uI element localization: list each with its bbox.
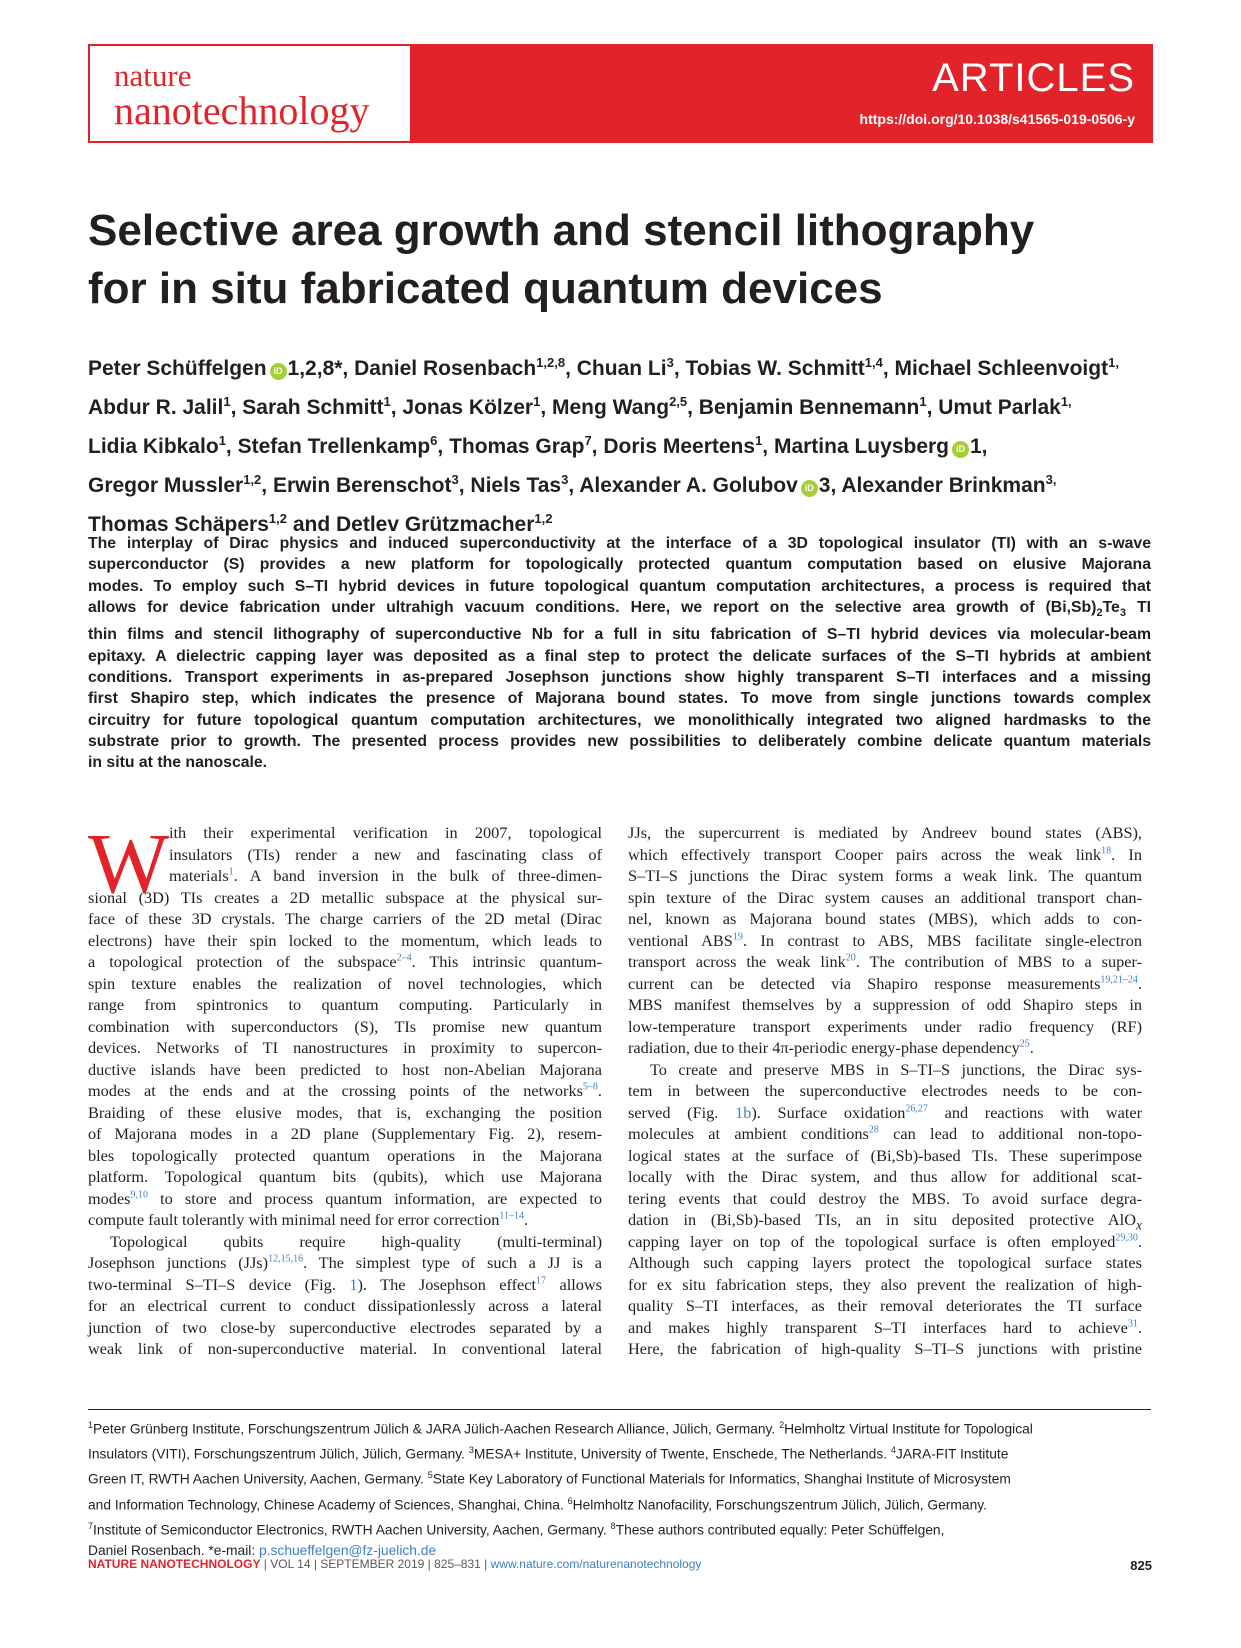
logo-line-1: nature — [114, 58, 192, 93]
body-line: logical states at the surface of (Bi,Sb)-based TIs. These superimpose — [628, 1145, 1142, 1165]
body-line: Josephson junctions (JJs)$^{12,15,16}$. The simplest type of such a JJ is a — [88, 1253, 602, 1272]
body-line: radiation, due to their 4π-periodic energy-phase dependency$^{25}$. — [628, 1038, 1034, 1057]
abstract-line: circuitry for future topological quantum computation architectures, we monolithically integrated two aligned hardmasks to the — [88, 711, 1151, 729]
abstract-line: substrate prior to growth. The presented process provides new possibilities to deliberately combine delicate quantum materials — [88, 732, 1151, 750]
body-line: nel, known as Majorana bound states (MBS), which adds to con- — [628, 909, 1142, 928]
body-line: served (Fig. 1b). Surface oxidation$^{26,27}$ and reactions with water — [628, 1102, 1143, 1122]
footnote-line: $^7$Institute of Semiconductor Electronics, RWTH Aachen University, Aachen, Germany. $^8$These authors contributed equally: Peter Schüffelgen, — [88, 1520, 945, 1538]
body-line: weak link of non-superconductive material. In conventional lateral — [88, 1339, 602, 1358]
abstract-line: epitaxy. A dielectric capping layer was deposited as a final step to protect the delicate surfaces of the S–TI hybrids at ambient — [88, 647, 1151, 665]
body-line: modes at the ends and at the crossing points of the networks$^{5-8}$. — [88, 1081, 602, 1100]
journal-banner — [88, 44, 1153, 143]
body-line: low-temperature transport experiments under radio frequency (RF) — [628, 1016, 1142, 1036]
author-list — [88, 346, 1158, 541]
body-line: devices. Networks of TI nanostructures in proximity to supercon- — [88, 1038, 602, 1057]
footnote-divider — [88, 1409, 1151, 1410]
body-line: platform. Topological quantum bits (qubits), which use Majorana — [88, 1167, 602, 1186]
footnote-line: $^1$Peter Grünberg Institute, Forschungszentrum Jülich & JARA Jülich-Aachen Research Alliance, Jülich, Germany. $^2$Helmholtz Virtual Institute for Topological — [88, 1420, 1033, 1437]
body-line: compute fault tolerantly with minimal need for error correction$^{11-14}$. — [88, 1210, 529, 1229]
abstract-line: thin films and stencil lithography of superconductive Nb for a full in situ fabrication of S–TI hybrid devices via molecular-beam — [88, 626, 1151, 644]
footer-journal: NATURE NANOTECHNOLOGY — [88, 1557, 261, 1571]
abstract-line: first Shapiro step, which indicates the presence of Majorana bound states. To move from single junctions towards complex — [88, 690, 1151, 708]
affiliations-footnote — [88, 1415, 1151, 1562]
footnote-line: and Information Technology, Chinese Academy of Sciences, Shanghai, China. $^6$Helmholtz Nanofacility, Forschungszentrum Jülich, Jülich, Germany. — [88, 1495, 987, 1513]
body-line: ductive islands have been predicted to host non-Abelian Majorana — [88, 1059, 602, 1079]
body-line: for an electrical current to conduct dissipationlessly across a lateral — [88, 1296, 602, 1315]
body-line: modes$^{9,10}$ to store and process quantum information, are expected to — [88, 1188, 602, 1208]
footnote-line: Green IT, RWTH Aachen University, Aachen, Germany. $^5$State Key Laboratory of Functional Materials for Informatics, Shanghai Institute of Microsystem — [88, 1470, 1011, 1487]
body-line: junction of two close-by superconductive electrodes separated by a — [88, 1317, 602, 1337]
abstract-line: allows for device fabrication under ultrahigh vacuum conditions. Here, we report on the selective area growth of $(Bi,Sb)_2Te_3$ TI — [88, 598, 1151, 620]
body-line: capping layer on top of the topological surface is often employed$^{29,30}$. — [628, 1231, 1142, 1251]
article-title — [88, 202, 1148, 318]
footer-issue: | VOL 14 | SEPTEMBER 2019 | 825–831 | — [260, 1557, 491, 1571]
abstract-line: conditions. Transport experiments in as-prepared Josephson junctions show highly transparent S–TI interfaces and a missing — [88, 668, 1151, 686]
body-line: a topological protection of the subspace$^{2-4}$. This intrinsic quantum- — [88, 952, 602, 971]
doi-link[interactable]: https://doi.org/10.1038/s41565-019-0506-y — [859, 111, 1135, 127]
page-footer — [88, 1557, 701, 1571]
abstract-line: superconductor (S) provides a new platform for topologically protected quantum computation based on elusive Majorana — [88, 556, 1151, 574]
section-label: ARTICLES — [932, 56, 1135, 100]
body-line: of Majorana modes in a 2D plane (Supplementary Fig. 2), resem- — [88, 1124, 602, 1143]
orcid-icon[interactable]: iD — [801, 480, 818, 497]
body-column-right — [628, 822, 1142, 1360]
body-line: transport across the weak link$^{20}$. The contribution of MBS to a super- — [628, 952, 1142, 971]
body-line: insulators (TIs) render a new and fascinating class of — [169, 844, 602, 864]
abstract — [88, 533, 1151, 773]
abstract-line: The interplay of Dirac physics and induced superconductivity at the interface of a 3D topological insulator (TI) with an s-wave — [88, 535, 1151, 552]
body-line: tering events that could destroy the MBS. To avoid surface degra- — [628, 1188, 1142, 1208]
body-line: which effectively transport Cooper pairs across the weak link$^{18}$. In — [628, 844, 1142, 864]
body-line: molecules at ambient conditions$^{28}$ can lead to additional non-topo- — [628, 1124, 1143, 1143]
body-line: range from spintronics to quantum computing. Particularly in — [88, 995, 602, 1014]
body-line: electrons) have their spin locked to the momentum, which leads to — [88, 930, 602, 950]
body-line: spin texture enables the realization of novel technologies, which — [88, 973, 602, 993]
orcid-icon[interactable]: iD — [270, 363, 287, 380]
body-line: ith their experimental verification in 2007, topological — [169, 823, 602, 842]
body-line: Topological qubits require high-quality (multi-terminal) — [110, 1231, 602, 1251]
footer-site-link[interactable]: www.nature.com/naturenanotechnology — [490, 1557, 702, 1571]
body-line: Braiding of these elusive modes, that is, exchanging the position — [88, 1102, 602, 1122]
body-line: dation in (Bi,Sb)-based TIs, an in situ deposited protective AlO$_x$ — [628, 1210, 1142, 1233]
drop-cap: W — [88, 815, 170, 911]
body-line: bles topologically protected quantum operations in the Majorana — [88, 1145, 602, 1165]
author-line: Gregor Mussler$^{1,2}$, Erwin Berenschot$^3$, Niels Tas$^3$, Alexander A. Golubov iD 3, Alexander Brinkman$^{3,}$ — [88, 472, 1057, 497]
body-line: JJs, the supercurrent is mediated by Andreev bound states (ABS), — [628, 823, 1142, 842]
author-line: Abdur R. Jalil$^1$, Sarah Schmitt$^1$, Jonas Kölzer$^1$, Meng Wang$^{2,5}$, Benjamin Bennemann$^1$, Umut Parlak$^{1,}$ — [88, 394, 1072, 419]
title-line: Selective area growth and stencil lithography — [88, 206, 1035, 255]
body-line: quality S–TI interfaces, as their removal deteriorates the TI surface — [628, 1296, 1142, 1315]
page-number: 825 — [1130, 1558, 1152, 1573]
footnote-line: Insulators (VITI), Forschungszentrum Jülich, Jülich, Germany. $^3$MESA+ Institute, University of Twente, Enschede, The Netherlands. $^4$JARA-FIT Institute — [88, 1445, 1009, 1462]
abstract-line: modes. To employ such S–TI hybrid devices in future topological quantum computation architectures, a process is required that — [88, 577, 1151, 595]
orcid-icon[interactable]: iD — [952, 441, 969, 458]
title-line: for in situ fabricated quantum devices — [88, 264, 883, 313]
body-line: sional (3D) TIs creates a 2D metallic subspace at the physical sur- — [88, 887, 602, 907]
body-line: and makes highly transparent S–TI interfaces hard to achieve$^{31}$. — [628, 1317, 1142, 1337]
footnote-line: Daniel Rosenbach. *e-mail: p.schueffelgen@fz-juelich.de — [88, 1542, 437, 1558]
body-line: two-terminal S–TI–S device (Fig. 1). The Josephson effect$^{17}$ allows — [88, 1274, 603, 1294]
abstract-line: in situ at the nanoscale. — [88, 754, 268, 772]
body-line: spin texture of the Dirac system causes an additional transport chan- — [628, 887, 1142, 907]
body-line: materials$^1$. A band inversion in the bulk of three-dimen- — [169, 866, 602, 885]
body-line: To create and preserve MBS in S–TI–S junctions, the Dirac sys- — [650, 1059, 1142, 1079]
body-line: face of these 3D crystals. The charge carriers of the 2D metal (Dirac — [88, 909, 602, 928]
author-line: Peter Schüffelgen iD 1,2,8*, Daniel Rosenbach$^{1,2,8}$, Chuan Li$^3$, Tobias W. Schmitt$^{1,4}$, Michael Schleenvoigt$^{1,}$ — [88, 355, 1119, 380]
body-line: Although such capping layers protect the topological surface states — [628, 1253, 1142, 1272]
body-line: combination with superconductors (S), TIs promise new quantum — [88, 1016, 602, 1036]
body-line: current can be detected via Shapiro response measurements$^{19,21-24}$. — [628, 973, 1142, 993]
body-line: ventional ABS$^{19}$. In contrast to ABS, MBS facilitate single-electron — [628, 930, 1142, 950]
body-line: Here, the fabrication of high-quality S–TI–S junctions with pristine — [628, 1339, 1142, 1358]
body-line: locally with the Dirac system, and thus allow for additional scat- — [628, 1167, 1142, 1186]
author-line: Lidia Kibkalo$^1$, Stefan Trellenkamp$^6$, Thomas Grap$^7$, Doris Meertens$^1$, Martina Luysberg iD 1, — [88, 433, 988, 458]
body-line: MBS manifest themselves by a suppression of odd Shapiro steps in — [628, 995, 1142, 1014]
body-line: for ex situ fabrication steps, they also prevent the realization of high- — [628, 1274, 1142, 1294]
body-column-left — [88, 815, 603, 1360]
body-line: S–TI–S junctions the Dirac system forms a weak link. The quantum — [628, 866, 1142, 885]
body-line: tem in between the superconductive electrodes needs to be con- — [628, 1081, 1142, 1100]
email-link[interactable]: p.schueffelgen@fz-juelich.de — [259, 1542, 437, 1558]
logo-line-2: nanotechnology — [114, 88, 370, 133]
journal-logo[interactable] — [90, 46, 410, 141]
author-line: Thomas Schäpers$^{1,2}$ and Detlev Grützmacher$^{1,2}$ — [88, 511, 553, 536]
